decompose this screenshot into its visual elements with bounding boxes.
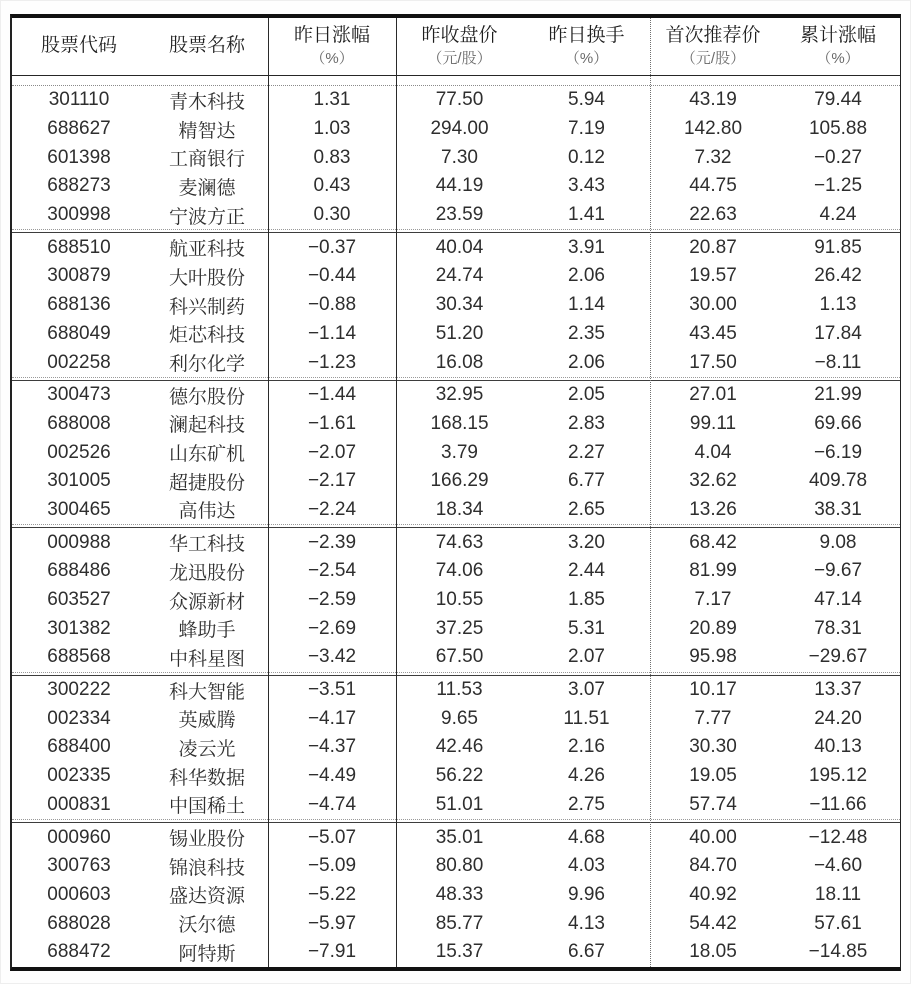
cell-name: 山东矿机 [168,444,245,466]
cell-name: 工商银行 [168,149,245,171]
cell-chg_yesterday: −5.22 [307,883,357,905]
cell-chg_yesterday: −4.49 [307,765,357,787]
cell-first_rec_price: 44.75 [689,175,737,197]
cell-cum_chg: 40.13 [814,736,862,758]
cell-code: 300998 [47,204,111,226]
table-row [12,704,900,733]
column-divider-dotted [650,18,651,967]
cell-first_rec_price: 84.70 [689,855,737,877]
cell-code: 688510 [47,236,111,258]
cell-code: 002258 [47,351,111,373]
cell-close_yesterday: 10.55 [435,589,484,611]
column-header-first_rec_price [650,25,776,69]
cell-code: 688008 [47,412,111,434]
cell-name: 航亚科技 [168,239,245,261]
cell-chg_yesterday: −2.69 [307,617,357,639]
cell-first_rec_price: 32.62 [689,470,737,492]
cell-turnover_yday: 0.12 [568,146,605,168]
cell-close_yesterday: 24.74 [435,265,484,287]
cell-close_yesterday: 40.04 [435,236,484,258]
cell-chg_yesterday: −5.09 [307,855,357,877]
cell-chg_yesterday: 1.31 [313,89,351,111]
cell-code: 000960 [47,826,111,848]
column-label: 股票代码 [40,35,117,57]
cell-turnover_yday: 6.67 [568,941,605,963]
cell-close_yesterday: 3.79 [441,441,478,463]
cell-code: 301110 [48,89,110,111]
cell-code: 300465 [47,498,111,520]
table-row [12,143,900,172]
cell-first_rec_price: 99.11 [689,412,737,434]
cell-code: 688486 [47,560,111,582]
table-row [12,614,900,643]
cell-cum_chg: 409.78 [808,470,868,492]
cell-chg_yesterday: 1.03 [313,118,351,140]
cell-name: 德尔股份 [168,386,245,408]
cell-close_yesterday: 16.08 [435,351,484,373]
cell-close_yesterday: 51.01 [435,793,484,815]
cell-first_rec_price: 43.45 [689,322,737,344]
cell-cum_chg: 24.20 [814,707,862,729]
cell-cum_chg: −12.48 [808,826,868,848]
cell-turnover_yday: 1.85 [568,589,605,611]
column-label: 股票名称 [168,35,245,57]
header-separator [12,76,900,86]
cell-first_rec_price: 19.05 [689,765,737,787]
cell-close_yesterday: 44.19 [435,175,484,197]
cell-close_yesterday: 294.00 [430,118,489,140]
cell-close_yesterday: 74.06 [435,560,484,582]
cell-code: 002335 [47,765,111,787]
cell-chg_yesterday: −4.74 [307,793,357,815]
column-header-name [146,35,268,58]
cell-turnover_yday: 2.65 [568,498,605,520]
column-label: 昨日换手 [548,24,625,46]
cell-code: 688627 [47,118,111,140]
cell-cum_chg: −4.60 [813,855,863,877]
cell-name: 科大智能 [168,681,245,703]
cell-first_rec_price: 43.19 [689,89,737,111]
cell-first_rec_price: 40.92 [689,883,737,905]
cell-chg_yesterday: −4.37 [307,736,357,758]
table-row [12,233,900,262]
cell-turnover_yday: 2.75 [568,793,605,815]
table-row [12,115,900,144]
cell-name: 麦澜德 [178,177,236,199]
cell-close_yesterday: 15.37 [435,941,484,963]
cell-cum_chg: 57.61 [814,912,862,934]
cell-cum_chg: 91.85 [814,236,862,258]
cell-turnover_yday: 2.35 [568,322,605,344]
cell-close_yesterday: 18.34 [435,498,484,520]
cell-chg_yesterday: −4.17 [307,707,357,729]
cell-turnover_yday: 2.05 [568,384,605,406]
cell-cum_chg: −8.11 [814,351,862,373]
cell-code: 688049 [47,322,111,344]
cell-close_yesterday: 7.30 [441,146,478,168]
cell-turnover_yday: 3.07 [568,679,605,701]
cell-first_rec_price: 57.74 [689,793,737,815]
table-row [12,172,900,201]
cell-first_rec_price: 19.57 [689,265,737,287]
table-row [12,410,900,439]
table-row [12,733,900,762]
cell-code: 603527 [47,589,111,611]
cell-cum_chg: −29.67 [808,646,868,668]
cell-turnover_yday: 2.06 [568,351,605,373]
cell-code: 000831 [47,793,111,815]
cell-name: 锦浪科技 [168,857,245,879]
cell-code: 000603 [47,883,111,905]
cell-chg_yesterday: −1.61 [307,412,357,434]
cell-name: 华工科技 [168,534,245,556]
cell-cum_chg: 78.31 [814,617,862,639]
cell-first_rec_price: 142.80 [683,118,743,140]
cell-close_yesterday: 9.65 [441,707,478,729]
cell-first_rec_price: 68.42 [689,531,737,553]
cell-name: 凌云光 [178,738,236,760]
table-row [12,852,900,881]
cell-cum_chg: −14.85 [808,941,868,963]
cell-close_yesterday: 168.15 [430,412,489,434]
cell-first_rec_price: 27.01 [689,384,737,406]
table-row [12,938,900,967]
cell-cum_chg: 79.44 [814,89,862,111]
cell-name: 科兴制药 [168,296,245,318]
table-row [12,320,900,349]
column-unit: （%） [310,50,354,68]
table-row [12,557,900,586]
cell-chg_yesterday: −2.54 [307,560,357,582]
cell-close_yesterday: 80.80 [435,855,484,877]
column-header-chg_yesterday [268,25,396,69]
cell-first_rec_price: 7.77 [694,707,732,729]
column-header-code [12,35,146,58]
cell-turnover_yday: 4.68 [568,826,605,848]
table-row [12,86,900,115]
cell-close_yesterday: 74.63 [435,531,484,553]
column-unit: （元/股） [427,50,492,68]
cell-close_yesterday: 32.95 [435,384,484,406]
cell-name: 利尔化学 [168,354,245,376]
cell-turnover_yday: 11.51 [563,707,610,729]
table-row [12,438,900,467]
cell-chg_yesterday: −1.23 [307,351,357,373]
table-row [12,676,900,705]
table-row [12,791,900,820]
table-row [12,762,900,791]
row-group [12,528,900,671]
cell-name: 蜂助手 [178,620,236,642]
column-header-close_yesterday [396,25,523,69]
cell-cum_chg: −11.66 [809,793,867,815]
cell-code: 688273 [47,175,111,197]
table-row [12,496,900,525]
cell-cum_chg: 13.37 [814,679,862,701]
column-unit: （%） [564,50,609,68]
cell-code: 688472 [47,941,111,963]
cell-turnover_yday: 2.06 [568,265,605,287]
cell-first_rec_price: 30.00 [689,294,737,316]
cell-turnover_yday: 5.31 [568,617,605,639]
cell-name: 高伟达 [178,501,236,523]
cell-name: 青木科技 [168,91,245,113]
cell-name: 中国稀土 [168,796,245,818]
cell-first_rec_price: 7.17 [694,589,732,611]
cell-first_rec_price: 20.87 [689,236,737,258]
cell-chg_yesterday: 0.30 [313,204,351,226]
cell-code: 301382 [47,617,111,639]
cell-first_rec_price: 54.42 [689,912,737,934]
cell-chg_yesterday: 0.83 [313,146,351,168]
cell-turnover_yday: 7.19 [568,118,605,140]
cell-first_rec_price: 10.17 [689,679,737,701]
column-label: 昨日涨幅 [293,24,370,46]
cell-close_yesterday: 30.34 [435,294,484,316]
column-header-turnover_yday [523,25,650,69]
cell-cum_chg: −0.27 [813,146,863,168]
cell-name: 沃尔德 [178,915,236,937]
cell-cum_chg: 9.08 [819,531,857,553]
cell-code: 002334 [47,707,111,729]
cell-name: 众源新材 [168,591,245,613]
cell-chg_yesterday: −1.14 [307,322,357,344]
cell-turnover_yday: 3.20 [568,531,605,553]
cell-first_rec_price: 30.30 [689,736,737,758]
column-unit: （%） [816,50,860,68]
cell-code: 300222 [47,679,111,701]
cell-close_yesterday: 23.59 [435,204,484,226]
cell-cum_chg: 195.12 [808,765,868,787]
cell-first_rec_price: 18.05 [689,941,737,963]
cell-cum_chg: 38.31 [814,498,862,520]
cell-code: 688028 [47,912,111,934]
cell-turnover_yday: 4.13 [568,912,605,934]
cell-close_yesterday: 56.22 [435,765,484,787]
cell-chg_yesterday: −7.91 [307,941,357,963]
row-group [12,676,900,819]
cell-code: 300879 [47,265,111,287]
cell-code: 688568 [47,646,111,668]
column-unit: （元/股） [680,50,746,68]
cell-turnover_yday: 6.77 [568,470,605,492]
cell-cum_chg: 18.11 [814,883,862,905]
cell-chg_yesterday: −5.97 [307,912,357,934]
row-group [12,823,900,966]
cell-cum_chg: 69.66 [814,412,862,434]
cell-close_yesterday: 35.01 [435,826,484,848]
cell-chg_yesterday: −1.44 [307,384,357,406]
table-row [12,348,900,377]
table-row [12,909,900,938]
column-header-cum_chg [776,25,900,69]
cell-code: 601398 [47,146,111,168]
table-row [12,528,900,557]
cell-first_rec_price: 17.50 [689,351,737,373]
cell-cum_chg: 21.99 [814,384,862,406]
cell-close_yesterday: 42.46 [435,736,484,758]
cell-close_yesterday: 67.50 [435,646,484,668]
cell-cum_chg: −9.67 [813,560,863,582]
cell-name: 大叶股份 [168,267,245,289]
cell-chg_yesterday: −2.24 [307,498,357,520]
table-row [12,262,900,291]
column-divider [268,18,269,967]
cell-code: 000988 [47,531,111,553]
cell-close_yesterday: 11.53 [436,679,483,701]
table-row [12,201,900,230]
cell-name: 英威腾 [178,710,236,732]
cell-chg_yesterday: −0.44 [307,265,357,287]
cell-name: 龙迅股份 [168,562,245,584]
cell-close_yesterday: 48.33 [435,883,484,905]
cell-name: 盛达资源 [168,886,245,908]
cell-turnover_yday: 3.43 [568,175,605,197]
cell-cum_chg: 1.13 [819,294,857,316]
cell-chg_yesterday: −5.07 [307,826,357,848]
column-divider [396,18,397,967]
cell-name: 精智达 [178,120,236,142]
cell-code: 688136 [47,294,111,316]
cell-code: 300473 [47,384,111,406]
cell-name: 中科星图 [168,648,245,670]
stock-recommendation-table [10,14,901,971]
cell-turnover_yday: 3.91 [568,236,605,258]
cell-chg_yesterday: −2.59 [307,589,357,611]
cell-turnover_yday: 2.44 [568,560,605,582]
cell-cum_chg: 4.24 [819,204,857,226]
cell-chg_yesterday: −3.42 [307,646,357,668]
cell-cum_chg: −6.19 [813,441,863,463]
row-group [12,233,900,376]
table-body [12,86,900,967]
row-group [12,86,900,229]
cell-chg_yesterday: −0.88 [307,294,357,316]
cell-code: 002526 [47,441,111,463]
table-row [12,291,900,320]
cell-cum_chg: 105.88 [808,118,868,140]
cell-name: 炬芯科技 [168,325,245,347]
cell-chg_yesterday: −0.37 [307,236,357,258]
cell-close_yesterday: 85.77 [435,912,484,934]
cell-cum_chg: −1.25 [813,175,863,197]
cell-cum_chg: 47.14 [814,589,862,611]
cell-code: 688400 [47,736,111,758]
column-label: 累计涨幅 [799,24,876,46]
cell-code: 301005 [47,470,111,492]
cell-turnover_yday: 4.26 [568,765,605,787]
cell-close_yesterday: 166.29 [430,470,489,492]
cell-first_rec_price: 4.04 [694,441,732,463]
cell-name: 阿特斯 [178,943,236,965]
cell-first_rec_price: 22.63 [689,204,737,226]
cell-name: 超捷股份 [168,472,245,494]
cell-turnover_yday: 4.03 [568,855,605,877]
row-group [12,381,900,524]
cell-chg_yesterday: −2.07 [307,441,357,463]
table-row [12,643,900,672]
cell-name: 宁波方正 [168,206,245,228]
cell-close_yesterday: 77.50 [435,89,484,111]
cell-turnover_yday: 2.16 [568,736,605,758]
cell-turnover_yday: 2.07 [568,646,605,668]
cell-first_rec_price: 40.00 [689,826,737,848]
cell-turnover_yday: 5.94 [568,89,605,111]
table-row [12,823,900,852]
cell-name: 科华数据 [168,767,245,789]
cell-first_rec_price: 95.98 [689,646,737,668]
cell-turnover_yday: 9.96 [568,883,605,905]
cell-cum_chg: 26.42 [814,265,862,287]
cell-name: 锡业股份 [168,829,245,851]
column-label: 昨收盘价 [421,24,498,46]
cell-turnover_yday: 1.14 [568,294,605,316]
cell-name: 澜起科技 [168,415,245,437]
cell-cum_chg: 17.84 [814,322,862,344]
table-row [12,881,900,910]
cell-chg_yesterday: 0.43 [313,175,351,197]
cell-first_rec_price: 81.99 [689,560,737,582]
cell-first_rec_price: 20.89 [689,617,737,639]
header-row [12,18,900,76]
cell-chg_yesterday: −2.17 [307,470,357,492]
cell-turnover_yday: 2.83 [568,412,605,434]
column-label: 首次推荐价 [665,24,761,46]
cell-close_yesterday: 37.25 [435,617,484,639]
table-row [12,381,900,410]
cell-first_rec_price: 7.32 [694,146,732,168]
table-row [12,586,900,615]
cell-code: 300763 [47,855,111,877]
cell-turnover_yday: 1.41 [568,204,605,226]
cell-close_yesterday: 51.20 [435,322,484,344]
cell-turnover_yday: 2.27 [568,441,605,463]
cell-first_rec_price: 13.26 [689,498,737,520]
cell-chg_yesterday: −2.39 [307,531,357,553]
table-row [12,467,900,496]
cell-chg_yesterday: −3.51 [307,679,357,701]
